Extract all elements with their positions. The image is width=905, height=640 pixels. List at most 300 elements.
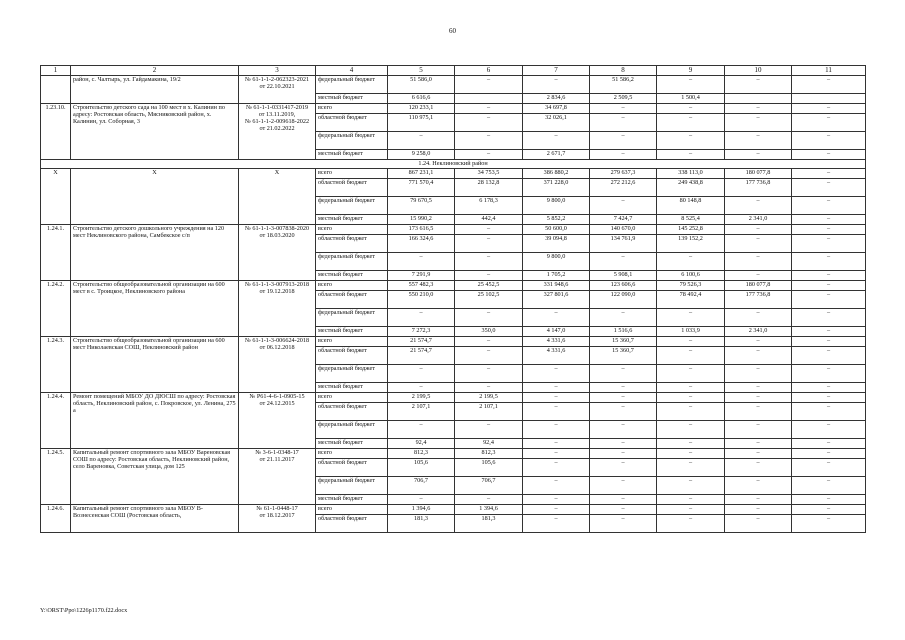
amount-cell: 92,4 [455,439,523,449]
amount-cell [455,94,523,104]
object-name: Капитальный ремонт спортивного зала МБОУ Вареновская СОШ по адресу: Ростовская область, Неклиновский район, село Вареновка, Советская улица, дом 125 [71,449,239,505]
amount-cell: 177 736,8 [725,179,792,197]
amount-cell: – [455,421,523,439]
amount-cell [725,94,792,104]
amount-cell: – [725,365,792,383]
amount-cell: – [792,337,866,347]
amount-cell: – [590,477,657,495]
amount-cell: 812,3 [455,449,523,459]
amount-cell: 15 990,2 [388,215,455,225]
amount-cell: – [792,114,866,132]
amount-cell: – [725,459,792,477]
amount-cell: 279 637,3 [590,169,657,179]
amount-cell: – [725,403,792,421]
amount-cell: – [792,253,866,271]
table-row [41,76,866,94]
amount-cell: 8 525,4 [657,215,725,225]
expertise-reference: № 61-1-1-3-006624-2018 от 06.12.2018 [239,337,316,393]
amount-cell: 120 233,1 [388,104,455,114]
amount-cell: – [590,505,657,515]
amount-cell: – [388,132,455,150]
amount-cell: – [523,495,590,505]
amount-cell: 1 394,6 [455,505,523,515]
amount-cell: 771 570,4 [388,179,455,197]
amount-cell: – [725,515,792,533]
amount-cell: – [792,327,866,337]
amount-cell: – [657,449,725,459]
amount-cell: 25 102,5 [455,291,523,309]
amount-cell: 4 147,0 [523,327,590,337]
column-header: 8 [590,66,657,76]
amount-cell: – [725,76,792,94]
column-header: 7 [523,66,590,76]
table-row [41,337,866,347]
item-number: 1.23.10. [41,104,71,160]
amount-cell: 21 574,7 [388,337,455,347]
amount-cell: 177 736,8 [725,291,792,309]
item-number: 1.24.6. [41,505,71,533]
amount-cell: – [725,104,792,114]
amount-cell: – [455,235,523,253]
amount-cell: 180 077,8 [725,169,792,179]
amount-cell: – [523,132,590,150]
funding-source: местный бюджет [316,327,388,337]
amount-cell: – [590,197,657,215]
amount-cell: 105,6 [455,459,523,477]
amount-cell: 2 834,6 [523,94,590,104]
amount-cell: – [725,449,792,459]
amount-cell: 145 252,8 [657,225,725,235]
amount-cell: – [590,383,657,393]
budget-table-container [40,65,865,533]
amount-cell: – [657,132,725,150]
amount-cell: 180 077,8 [725,281,792,291]
object-name: Ремонт помещений МБОУ ДО ДЮСШ по адресу: Ростовская область, Неклиновский район, с. Покровское, ул. Ленина, 275 а [71,393,239,449]
amount-cell: – [590,309,657,327]
amount-cell: – [657,337,725,347]
amount-cell: – [792,104,866,114]
amount-cell: 1 033,9 [657,327,725,337]
amount-cell: – [455,347,523,365]
item-number [41,76,71,104]
amount-cell: – [523,477,590,495]
column-header: 6 [455,66,523,76]
item-number: 1.24.1. [41,225,71,281]
amount-cell: 5 852,2 [523,215,590,225]
funding-source: местный бюджет [316,271,388,281]
amount-cell: – [792,439,866,449]
object-name: район, с. Чалтырь, ул. Гайдамакина, 19/2 [71,76,239,104]
amount-cell: – [455,114,523,132]
amount-cell: – [657,114,725,132]
amount-cell: 272 212,6 [590,179,657,197]
amount-cell: – [657,383,725,393]
amount-cell: 442,4 [455,215,523,225]
amount-cell: 1 500,4 [657,94,725,104]
amount-cell: – [590,421,657,439]
amount-cell: – [725,383,792,393]
amount-cell: – [792,383,866,393]
object-name: Строительство общеобразовательной организации на 600 мест Николаевская СОШ, Неклиновский район [71,337,239,393]
amount-cell: – [523,365,590,383]
object-name: Капитальный ремонт спортивного зала МБОУ В-Вознесенская СОШ (Ростовская область, [71,505,239,533]
amount-cell: – [792,291,866,309]
funding-source: всего [316,169,388,179]
amount-cell: 166 324,6 [388,235,455,253]
amount-cell: – [523,421,590,439]
object-name: Строительство общеобразовательной организации на 600 мест в с. Троицкое, Неклиновского района [71,281,239,337]
amount-cell: 181,3 [388,515,455,533]
amount-cell: – [657,421,725,439]
amount-cell: – [590,515,657,533]
amount-cell: – [657,505,725,515]
amount-cell: – [725,114,792,132]
amount-cell: 21 574,7 [388,347,455,365]
amount-cell: 1 516,6 [590,327,657,337]
amount-cell: – [523,383,590,393]
amount-cell: – [388,421,455,439]
table-row [41,393,866,403]
amount-cell: – [725,271,792,281]
amount-cell: – [657,150,725,160]
amount-cell: – [657,309,725,327]
column-header: 5 [388,66,455,76]
amount-cell: 7 291,9 [388,271,455,281]
amount-cell: 9 258,0 [388,150,455,160]
amount-cell: 79 670,5 [388,197,455,215]
amount-cell: – [455,495,523,505]
amount-cell: 2 341,0 [725,215,792,225]
funding-source: федеральный бюджет [316,197,388,215]
amount-cell: – [523,459,590,477]
amount-cell: – [590,114,657,132]
amount-cell: 7 424,7 [590,215,657,225]
amount-cell: – [725,235,792,253]
amount-cell: – [725,421,792,439]
funding-source: всего [316,281,388,291]
amount-cell: – [523,449,590,459]
funding-source: федеральный бюджет [316,309,388,327]
amount-cell: 51 586,2 [590,76,657,94]
amount-cell: – [590,104,657,114]
amount-cell: – [590,150,657,160]
amount-cell: – [792,215,866,225]
item-number: 1.24.5. [41,449,71,505]
amount-cell: 550 210,0 [388,291,455,309]
amount-cell: – [590,253,657,271]
amount-cell: – [657,253,725,271]
amount-cell: 1 705,2 [523,271,590,281]
amount-cell: – [792,347,866,365]
funding-source: всего [316,505,388,515]
amount-cell: 867 231,1 [388,169,455,179]
amount-cell: – [455,309,523,327]
object-name: Строительство детского сада на 100 мест в х. Калинин по адресу: Ростовская область, Мясниковский район, х. Калинин, ул. Соборная, 3 [71,104,239,160]
amount-cell: – [590,459,657,477]
column-header: 4 [316,66,388,76]
amount-cell: – [792,235,866,253]
amount-cell: 2 671,7 [523,150,590,160]
funding-source: областной бюджет [316,403,388,421]
amount-cell: – [590,132,657,150]
amount-cell: – [657,104,725,114]
expertise-reference: № 61-1-1-0331417-2019 от 13.11.2019, № 61-1-1-2-009618-2022 от 21.02.2022 [239,104,316,160]
amount-cell: – [725,150,792,160]
amount-cell: – [725,253,792,271]
funding-source: федеральный бюджет [316,253,388,271]
funding-source: областной бюджет [316,459,388,477]
amount-cell: 110 975,1 [388,114,455,132]
funding-source: федеральный бюджет [316,365,388,383]
amount-cell: 6 616,6 [388,94,455,104]
amount-cell: 7 272,3 [388,327,455,337]
amount-cell [792,94,866,104]
footer-file-path: Y:\ORST\Ppo\1226p1170.f22.docx [40,607,128,614]
column-header: 11 [792,66,866,76]
amount-cell: – [725,439,792,449]
funding-source: федеральный бюджет [316,76,388,94]
amount-cell: 6 100,6 [657,271,725,281]
expertise-reference: № 3-6-1-0348-17 от 21.11.2017 [239,449,316,505]
amount-cell: 9 800,0 [523,253,590,271]
amount-cell: – [455,76,523,94]
amount-cell: 173 616,5 [388,225,455,235]
object-name: Х [71,169,239,225]
table-row [41,449,866,459]
amount-cell: – [792,403,866,421]
amount-cell: – [792,132,866,150]
amount-cell: 50 600,0 [523,225,590,235]
amount-cell: – [792,477,866,495]
amount-cell: 4 331,6 [523,347,590,365]
amount-cell: – [792,76,866,94]
amount-cell: 5 908,1 [590,271,657,281]
funding-source: всего [316,393,388,403]
amount-cell: – [657,76,725,94]
amount-cell: – [792,459,866,477]
amount-cell: – [590,403,657,421]
amount-cell: – [590,495,657,505]
amount-cell: – [725,197,792,215]
funding-source: областной бюджет [316,114,388,132]
amount-cell: – [388,253,455,271]
amount-cell: 386 880,2 [523,169,590,179]
expertise-reference: № 61-1-0448-17 от 18.12.2017 [239,505,316,533]
funding-source: местный бюджет [316,383,388,393]
amount-cell: 78 492,4 [657,291,725,309]
amount-cell: – [792,281,866,291]
amount-cell: – [455,104,523,114]
amount-cell: – [455,132,523,150]
amount-cell: – [657,393,725,403]
funding-source: областной бюджет [316,235,388,253]
item-number: 1.24.2. [41,281,71,337]
amount-cell: – [388,365,455,383]
amount-cell: – [590,439,657,449]
funding-source: местный бюджет [316,439,388,449]
amount-cell: 140 670,0 [590,225,657,235]
amount-cell: – [657,495,725,505]
amount-cell: 123 606,6 [590,281,657,291]
column-header: 10 [725,66,792,76]
header-row [41,66,866,76]
amount-cell: 34 697,8 [523,104,590,114]
amount-cell: – [725,505,792,515]
amount-cell: 34 753,5 [455,169,523,179]
amount-cell: 6 178,3 [455,197,523,215]
amount-cell: – [455,150,523,160]
expertise-reference: № 61-1-1-3-007913-2018 от 19.12.2018 [239,281,316,337]
amount-cell: 134 761,9 [590,235,657,253]
amount-cell: 557 482,3 [388,281,455,291]
amount-cell: 2 199,5 [455,393,523,403]
amount-cell: – [657,365,725,383]
amount-cell: – [792,505,866,515]
column-header: 1 [41,66,71,76]
expertise-reference: Х [239,169,316,225]
amount-cell: – [455,383,523,393]
amount-cell: 706,7 [388,477,455,495]
amount-cell: – [657,403,725,421]
amount-cell: – [657,515,725,533]
funding-source: областной бюджет [316,347,388,365]
amount-cell: – [455,253,523,271]
funding-source: всего [316,449,388,459]
funding-source: федеральный бюджет [316,421,388,439]
amount-cell: 4 331,6 [523,337,590,347]
amount-cell: – [523,309,590,327]
amount-cell: 338 113,0 [657,169,725,179]
column-header: 2 [71,66,239,76]
budget-table [40,65,866,533]
amount-cell: – [792,495,866,505]
object-name: Строительство детского дошкольного учреждения на 120 мест Неклиновского района, Самбекское с/п [71,225,239,281]
amount-cell: – [455,225,523,235]
funding-source: местный бюджет [316,495,388,505]
amount-cell: – [792,225,866,235]
amount-cell: – [523,76,590,94]
amount-cell: – [725,495,792,505]
amount-cell: 1 394,6 [388,505,455,515]
funding-source: областной бюджет [316,179,388,197]
amount-cell: 2 509,5 [590,94,657,104]
section-title: 1.24. Неклиновский район [41,160,866,169]
expertise-reference: № 61-1-1-2-062323-2021 от 22.10.2021 [239,76,316,104]
item-number: Х [41,169,71,225]
amount-cell: – [657,347,725,365]
amount-cell: 706,7 [455,477,523,495]
amount-cell: – [792,197,866,215]
amount-cell: – [590,393,657,403]
table-row [41,104,866,114]
amount-cell: – [388,383,455,393]
table-row [41,505,866,515]
amount-cell: – [657,477,725,495]
amount-cell: 350,0 [455,327,523,337]
table-row [41,281,866,291]
amount-cell: 92,4 [388,439,455,449]
item-number: 1.24.4. [41,393,71,449]
table-row [41,169,866,179]
amount-cell: – [725,477,792,495]
amount-cell: 122 090,0 [590,291,657,309]
amount-cell: 105,6 [388,459,455,477]
amount-cell: 15 360,7 [590,337,657,347]
amount-cell: – [523,393,590,403]
amount-cell: 51 586,0 [388,76,455,94]
amount-cell: – [455,337,523,347]
amount-cell: 2 107,1 [455,403,523,421]
page-number: 60 [449,27,456,35]
amount-cell: – [455,271,523,281]
table-body [41,76,866,533]
item-number: 1.24.3. [41,337,71,393]
amount-cell: 2 341,0 [725,327,792,337]
amount-cell: 371 228,0 [523,179,590,197]
column-header: 9 [657,66,725,76]
amount-cell: – [792,179,866,197]
amount-cell: – [590,449,657,459]
amount-cell: – [388,309,455,327]
amount-cell: – [523,505,590,515]
amount-cell: – [657,459,725,477]
amount-cell: 331 948,6 [523,281,590,291]
amount-cell: 79 526,3 [657,281,725,291]
amount-cell: 80 148,8 [657,197,725,215]
funding-source: местный бюджет [316,150,388,160]
amount-cell: – [725,347,792,365]
amount-cell: – [792,309,866,327]
amount-cell: – [523,439,590,449]
amount-cell: 181,3 [455,515,523,533]
funding-source: местный бюджет [316,94,388,104]
section-row [41,160,866,169]
amount-cell: – [725,337,792,347]
funding-source: всего [316,104,388,114]
amount-cell: – [455,365,523,383]
amount-cell: 812,3 [388,449,455,459]
amount-cell: – [523,403,590,421]
amount-cell: 9 800,0 [523,197,590,215]
expertise-reference: № Р61-4-6-1-0905-15 от 24.12.2015 [239,393,316,449]
amount-cell: – [792,449,866,459]
amount-cell: – [792,271,866,281]
amount-cell: 28 132,8 [455,179,523,197]
column-header: 3 [239,66,316,76]
funding-source: всего [316,225,388,235]
amount-cell: 249 438,8 [657,179,725,197]
funding-source: федеральный бюджет [316,477,388,495]
funding-source: областной бюджет [316,515,388,533]
amount-cell: 25 452,5 [455,281,523,291]
amount-cell: – [792,421,866,439]
table-row [41,225,866,235]
funding-source: всего [316,337,388,347]
expertise-reference: № 61-1-1-3-007838-2020 от 18.03.2020 [239,225,316,281]
amount-cell: – [792,169,866,179]
amount-cell: 139 152,2 [657,235,725,253]
amount-cell: – [725,225,792,235]
amount-cell: – [792,393,866,403]
amount-cell: 2 199,5 [388,393,455,403]
amount-cell: – [725,309,792,327]
amount-cell: – [725,132,792,150]
amount-cell: – [792,515,866,533]
amount-cell: 327 801,6 [523,291,590,309]
amount-cell: 2 107,1 [388,403,455,421]
amount-cell: – [725,393,792,403]
amount-cell: 39 094,8 [523,235,590,253]
